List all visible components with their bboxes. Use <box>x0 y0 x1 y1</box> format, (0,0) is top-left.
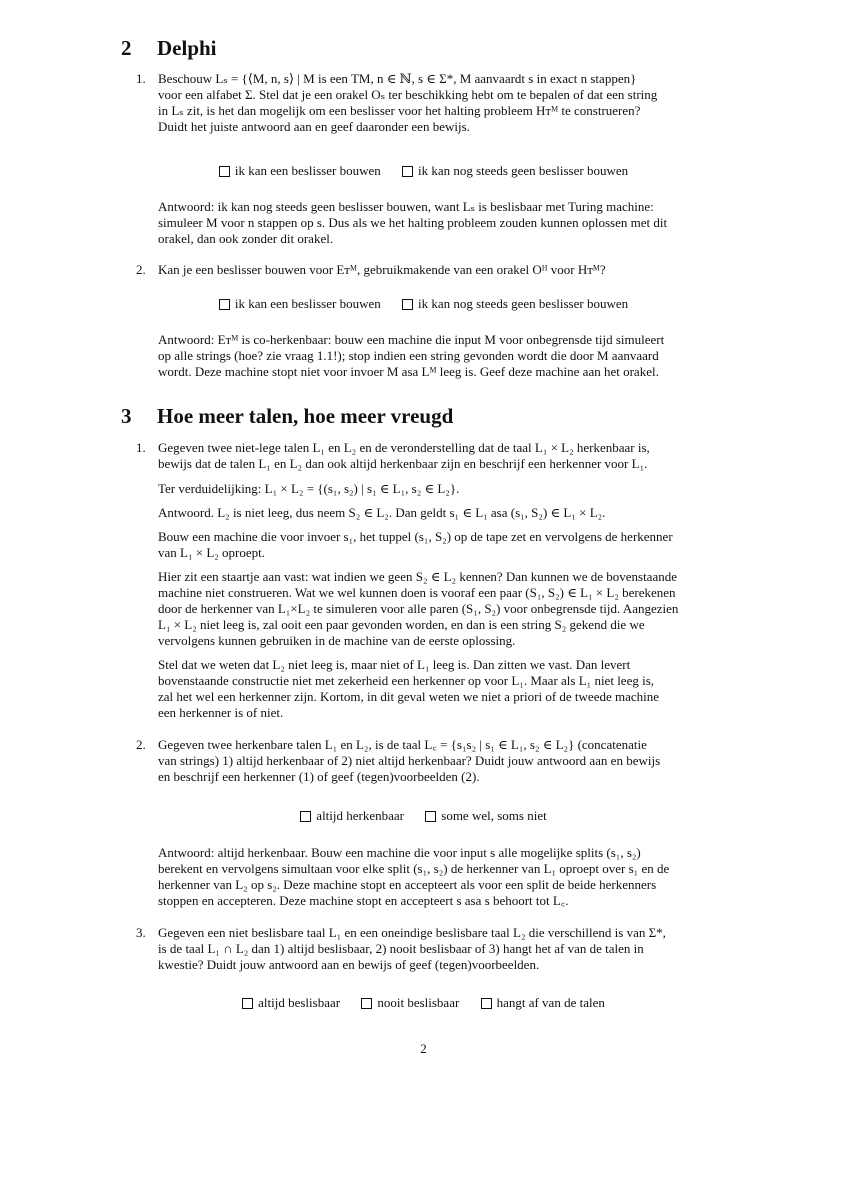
choice-option[interactable] <box>402 163 628 179</box>
choice-label: ik kan een beslisser bouwen <box>234 296 381 311</box>
section-title: Hoe meer talen, hoe meer vreugd <box>157 404 454 428</box>
checkbox[interactable] <box>242 998 253 1009</box>
answer-3-2-line: herkenner van L₂ op s₂. Deze machine stopt en accepteert als voor een split de beide herkenners <box>158 877 657 892</box>
stuck-3-1-line: zal het wel een herkenner zijn. Kortom, in dit geval weten we niet a priori of de tweede machine <box>158 689 660 704</box>
answer-2-1-line: Antwoord: ik kan nog steeds geen beslisser bouwen, want Lₛ is beslisbaar met Turing machine: <box>158 199 654 214</box>
question-number: 3. <box>136 925 146 940</box>
answer-3-1: Antwoord. L₂ is niet leeg, dus neem S₂ ∈ L₂. Dan geldt s₁ ∈ L₁ asa (s₁, S₂) ∈ L₁ × L₂. <box>158 505 606 520</box>
choice-label: altijd herkenbaar <box>316 808 405 823</box>
choice-label: ik kan nog steeds geen beslisser bouwen <box>417 163 629 178</box>
clarification-3-1: Ter verduidelijking: L₁ × L₂ = {(s₁, s₂) | s₁ ∈ L₁, s₂ ∈ L₂}. <box>158 481 460 496</box>
choice-option[interactable] <box>300 808 404 824</box>
build-3-1-line: Bouw een machine die voor invoer s₁, het tuppel (s₁, S₂) op de tape zet en vervolgens de herkenner <box>158 529 673 544</box>
choices-3-2 <box>0 808 847 826</box>
question-3-1-line: bewijs dat de talen L₁ en L₂ dan ook altijd herkenbaar zijn en beschrijf een herkenner voor L₁. <box>158 456 648 471</box>
stuck-3-1-line: een herkenner is of niet. <box>158 705 284 720</box>
question-number: 1. <box>136 71 146 86</box>
catch-3-1-line: door de herkenner van L₁×L₂ te simuleren voor alle paren (S₁, S₂) voor onbegrensde tijd. Aangezien <box>158 601 679 616</box>
answer-3-2-line: Antwoord: altijd herkenbaar. Bouw een machine die voor input s alle mogelijke splits (s₁, s₂) <box>158 845 641 860</box>
section-3-heading <box>121 404 453 429</box>
answer-2-2-line: op alle strings (hoe? zie vraag 1.1!); stop indien een string gevonden wordt die door M aanvaard <box>158 348 659 363</box>
section-2-heading <box>121 36 217 61</box>
question-number: 1. <box>136 440 146 455</box>
section-number: 3 <box>121 404 132 428</box>
question-number: 2. <box>136 737 146 752</box>
answer-2-2-line: wordt. Deze machine stopt niet voor invoer M asa Lᴹ leeg is. Geef deze machine aan het orakel. <box>158 364 659 379</box>
answer-3-2-line: berekent en vervolgens simultaan voor elke split (s₁, s₂) de herkenner van L₁ oproept over s₁ en de <box>158 861 670 876</box>
checkbox[interactable] <box>361 998 372 1009</box>
catch-3-1-line: Hier zit een staartje aan vast: wat indien we geen S₂ ∈ L₂ kennen? Dan kunnen we de bovenstaande <box>158 569 677 584</box>
choice-label: nooit beslisbaar <box>377 995 460 1010</box>
section-number: 2 <box>121 36 132 60</box>
page-number: 2 <box>420 1041 427 1056</box>
question-2-1-line: voor een alfabet Σ. Stel dat je een orakel Oₛ ter beschikking hebt om te bepalen of dat een string <box>158 87 658 102</box>
question-3-2-line: Gegeven twee herkenbare talen L₁ en L₂, is de taal L꜀ = {s₁s₂ | s₁ ∈ L₁, s₂ ∈ L₂} (concatenatie <box>158 737 647 752</box>
answer-3-2-line: stoppen en accepteren. Deze machine stopt en accepteert s asa s behoort tot L꜀. <box>158 893 569 908</box>
choice-label: ik kan nog steeds geen beslisser bouwen <box>417 296 629 311</box>
answer-2-1-line: orakel, dan ook zonder dit orakel. <box>158 231 334 246</box>
choice-option[interactable] <box>219 296 381 312</box>
stuck-3-1-line: Stel dat we weten dat L₂ niet leeg is, maar niet of L₁ leeg is. Dan zitten we vast. Dan levert <box>158 657 631 672</box>
question-2-1-line: in Lₛ zit, is het dan mogelijk om een beslisser voor het halting probleem Hᴛᴹ te construeren? <box>158 103 641 118</box>
answer-2-2-line: Antwoord: Eᴛᴹ is co-herkenbaar: bouw een machine die input M voor onbegrensde tijd simuleert <box>158 332 665 347</box>
choices-2-1 <box>0 163 847 181</box>
choice-option[interactable] <box>219 163 381 179</box>
question-2-1-line: Beschouw Lₛ = {⟨M, n, s⟩ | M is een TM, n ∈ ℕ, s ∈ Σ*, M aanvaardt s in exact n stappen} <box>158 71 637 86</box>
question-3-3-line: kwestie? Duidt jouw antwoord aan en bewijs of geef (tegen)voorbeelden. <box>158 957 540 972</box>
choice-option[interactable] <box>481 995 605 1011</box>
question-3-3-line: Gegeven een niet beslisbare taal L₁ en een oneindige beslisbare taal L₂ die verschillend is van Σ*, <box>158 925 666 940</box>
question-number: 2. <box>136 262 146 277</box>
choices-3-3 <box>0 995 847 1013</box>
choice-option[interactable] <box>425 808 546 824</box>
catch-3-1-line: L₁ × L₂ niet leeg is, zal ooit een paar gevonden worden, en dan is een string S₂ gekend die we <box>158 617 645 632</box>
checkbox[interactable] <box>219 299 230 310</box>
checkbox[interactable] <box>425 811 436 822</box>
answer-2-1-line: simuleer M voor n stappen op s. Dus als we het halting probleem zouden kunnen oplossen met dit <box>158 215 668 230</box>
stuck-3-1-line: bovenstaande constructie niet met zekerheid een herkenner op voor L₁. Maar als L₁ niet leeg is, <box>158 673 655 688</box>
choice-label: altijd beslisbaar <box>258 995 341 1010</box>
choice-option[interactable] <box>242 995 340 1011</box>
checkbox[interactable] <box>402 166 413 177</box>
question-3-1-line: Gegeven twee niet-lege talen L₁ en L₂ en de veronderstelling dat de taal L₁ × L₂ herkenbaar is, <box>158 440 650 455</box>
build-3-1-line: van L₁ × L₂ oproept. <box>158 545 266 560</box>
catch-3-1-line: machine niet construeren. Wat we wel kunnen doen is vooraf een paar (S₁, S₂) ∈ L₁ × L₂ berekenen <box>158 585 676 600</box>
choices-2-2 <box>0 296 847 314</box>
choice-label: ik kan een beslisser bouwen <box>234 163 381 178</box>
checkbox[interactable] <box>219 166 230 177</box>
question-2-2-text: Kan je een beslisser bouwen voor Eᴛᴹ, gebruikmakende van een orakel Oᴴ voor Hᴛᴹ? <box>158 262 606 277</box>
catch-3-1-line: vervolgens kunnen gebruiken in de machine van de eerste oplossing. <box>158 633 516 648</box>
choice-option[interactable] <box>361 995 459 1011</box>
choice-label: hangt af van de talen <box>496 995 605 1010</box>
checkbox[interactable] <box>481 998 492 1009</box>
question-3-3-line: is de taal L₁ ∩ L₂ dan 1) altijd beslisbaar, 2) nooit beslisbaar of 3) hangt het af van de talen in <box>158 941 644 956</box>
checkbox[interactable] <box>300 811 311 822</box>
checkbox[interactable] <box>402 299 413 310</box>
section-title: Delphi <box>157 36 217 60</box>
choice-label: some wel, soms niet <box>441 808 547 823</box>
choice-option[interactable] <box>402 296 628 312</box>
question-3-2-line: van strings) 1) altijd herkenbaar of 2) niet altijd herkenbaar? Duidt jouw antwoord aan en bewijs <box>158 753 661 768</box>
question-2-1-line: Duidt het juiste antwoord aan en geef daaronder een bewijs. <box>158 119 470 134</box>
question-3-2-line: en beschrijf een herkenner (1) of geef (tegen)voorbeelden (2). <box>158 769 480 784</box>
